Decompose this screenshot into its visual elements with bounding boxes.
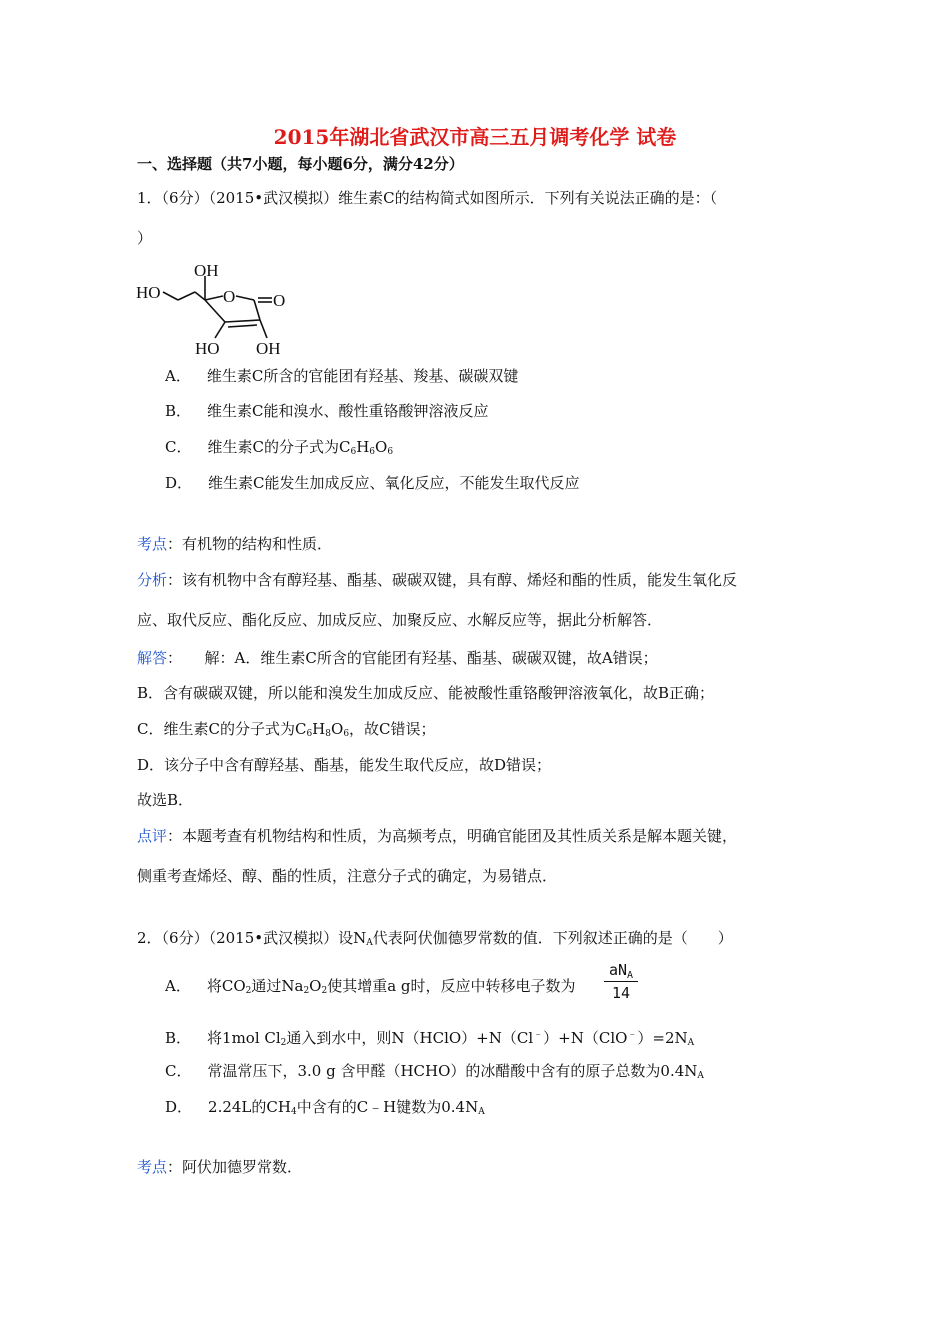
option-text: 维生素C所含的官能团有羟基、羧基、碳碳双键 [206, 367, 519, 385]
q1-fenxi-line2: 应、取代反应、酯化反应、加成反应、加聚反应、水解反应等，据此分析解答． [137, 611, 663, 629]
section-heading: 一、选择题（共7小题，每小题6分，满分42分） [137, 155, 464, 173]
subscript: A [478, 1107, 485, 1117]
q1-option-c [165, 437, 393, 457]
option-text: 常温常压下，3.0 g 含甲醛（HCHO）的冰醋酸中含有的原子总数为0.4N [207, 1062, 698, 1080]
atom-label-ring-o: O [223, 287, 236, 306]
kaodian-text: ：有机物的结构和性质． [167, 535, 333, 553]
dianping-label: 点评 [137, 827, 168, 845]
q2-option-a [165, 976, 576, 996]
page-title: 2015年湖北省武汉市高三五月调考化学 试卷 [273, 125, 677, 149]
q2-option-b [165, 1025, 694, 1048]
subscript: 6 [350, 447, 357, 457]
superscript: ﹣ [533, 1029, 544, 1040]
bond [225, 320, 260, 322]
subscript: 6 [369, 447, 376, 457]
bond [260, 320, 267, 338]
bond [195, 292, 205, 300]
subscript: A [687, 1038, 695, 1048]
option-text: 使其增重a g时，反应中转移电子数为 [327, 977, 576, 995]
q2-stem-text: 2．（6分）（2015•武汉模拟）设N [137, 929, 367, 947]
bond [205, 300, 225, 322]
option-text: ）=2N [637, 1029, 688, 1047]
bond [254, 300, 260, 320]
option-text: ）+N（ClO [543, 1029, 628, 1047]
fraction-numerator: $aN_A$ [608, 961, 634, 981]
q1-jieda-line4: D．该分子中含有醇羟基、酯基，能发生取代反应，故D错误； [137, 756, 552, 774]
q1-jieda-line2: B．含有碳碳双键，所以能和溴发生加成反应、能被酸性重铬酸钾溶液氧化，故B正确； [137, 684, 715, 702]
bond [228, 325, 257, 327]
subscript: 2 [245, 986, 252, 996]
kaodian-label: 考点 [137, 1158, 168, 1176]
option-letter: A． [165, 367, 191, 385]
superscript: ﹣ [627, 1029, 638, 1040]
q1-jieda [137, 648, 658, 668]
formula-part: O [375, 438, 388, 456]
subscript: A [366, 938, 373, 948]
q1-option-d [165, 473, 580, 493]
subscript: 6 [306, 729, 313, 739]
q1-kaodian [137, 534, 332, 554]
bond [205, 296, 223, 300]
formula-part: H [312, 720, 326, 738]
subscript: 2 [280, 1038, 287, 1048]
atom-label-oh-bottom: OH [256, 339, 281, 358]
option-letter: C． [165, 1062, 192, 1080]
subscript: 2 [303, 986, 310, 996]
option-text: 将CO [206, 977, 246, 995]
q2-option-d [165, 1097, 485, 1117]
atom-label-ho: HO [136, 283, 161, 302]
q2-kaodian [137, 1157, 302, 1177]
kaodian-label: 考点 [137, 535, 168, 553]
jieda-text: ，故C错误； [349, 720, 436, 738]
fenxi-label: 分析 [137, 571, 168, 589]
option-text: 维生素C能和溴水、酸性重铬酸钾溶液反应 [207, 402, 489, 420]
subscript: A [697, 1071, 704, 1081]
option-text: 维生素C能发生加成反应、氧化反应，不能发生取代反应 [208, 474, 580, 492]
formula-part: H [356, 438, 370, 456]
q2-stem [137, 928, 733, 948]
dianping-text: ：本题考查有机物结构和性质，为高频考点，明确官能团及其性质关系是解本题关键， [167, 827, 738, 845]
bond [178, 292, 195, 300]
q1-fenxi [137, 570, 737, 590]
atom-label-carbonyl-o: O [273, 291, 286, 310]
q2-stem-text: 代表阿伏伽德罗常数的值．下列叙述正确的是（ ） [372, 929, 733, 947]
atom-label-ho-bottom: HO [195, 339, 220, 358]
option-text: 维生素C的分子式为C [207, 438, 351, 456]
option-letter: D． [165, 1098, 193, 1116]
subscript: 4 [290, 1107, 297, 1117]
option-letter: B． [165, 1029, 192, 1047]
option-letter: A． [165, 977, 191, 995]
option-text: O [309, 977, 322, 995]
q1-option-a [165, 366, 518, 386]
q1-dianping-line2: 侧重考查烯烃、醇、酯的性质，注意分子式的确定，为易错点． [137, 867, 558, 885]
q1-dianping [137, 826, 737, 846]
subscript: 6 [387, 447, 394, 457]
option-text: 2.24L的CH [208, 1098, 291, 1116]
jieda-text: C．维生素C的分子式为C [137, 720, 307, 738]
fenxi-text: ：该有机物中含有醇羟基、酯基、碳碳双键，具有醇、烯烃和酯的性质，能发生氧化反 [167, 571, 738, 589]
fraction-denominator: 14 [611, 984, 631, 1002]
option-letter: C． [165, 438, 192, 456]
fraction-bar [604, 981, 638, 982]
option-text: 通入到水中，则N（HClO）+N（Cl [286, 1029, 534, 1047]
jieda-label: 解答 [137, 649, 168, 667]
vitamin-c-structure-diagram [130, 258, 300, 358]
formula-part: O [331, 720, 344, 738]
fraction-an-over-14 [604, 960, 638, 1003]
q2-option-c [165, 1061, 704, 1081]
bond [163, 292, 178, 300]
option-text: 通过Na [251, 977, 304, 995]
q1-stem-line1: 1．（6分）（2015•武汉模拟）维生素C的结构简式如图所示．下列有关说法正确的是：（ [137, 189, 718, 207]
option-text: 中含有的C﹣H键数为0.4N [296, 1098, 479, 1116]
bond [215, 322, 225, 338]
q1-option-b [165, 401, 489, 421]
kaodian-text: ：阿伏加德罗常数． [167, 1158, 303, 1176]
bond [236, 296, 254, 300]
q1-stem-line2: ） [137, 229, 153, 247]
subscript: 8 [325, 729, 331, 739]
atom-label-oh-top: OH [194, 261, 219, 280]
jieda-text: ： 解：A．维生素C所含的官能团有羟基、酯基、碳碳双键，故A错误； [167, 649, 658, 667]
q1-jieda-line5: 故选B． [137, 791, 194, 809]
option-text: 将1mol Cl [207, 1029, 281, 1047]
q1-jieda-line3 [137, 719, 436, 739]
subscript: 2 [321, 986, 328, 996]
option-letter: B． [165, 402, 192, 420]
option-letter: D． [165, 474, 193, 492]
subscript: 6 [343, 729, 350, 739]
